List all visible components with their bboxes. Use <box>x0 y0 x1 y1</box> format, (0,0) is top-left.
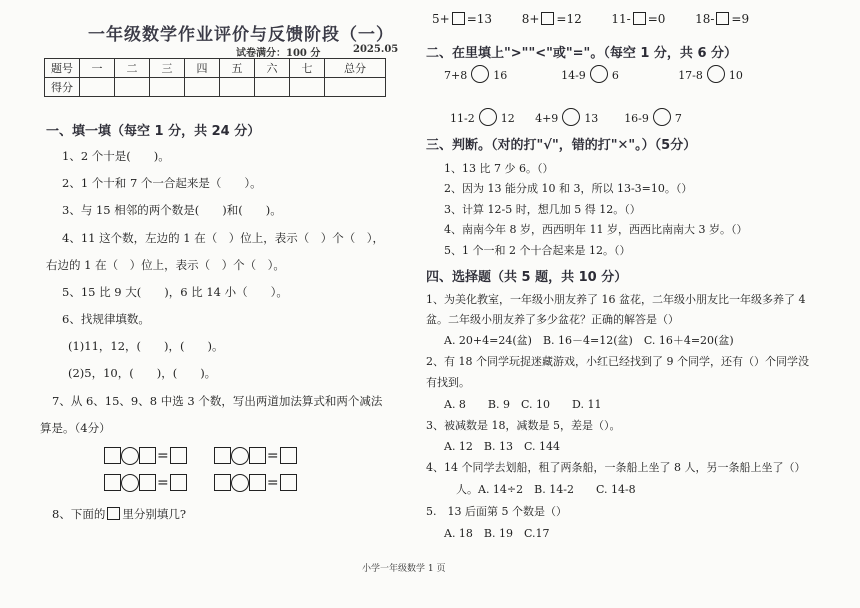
answer-box[interactable] <box>139 447 156 464</box>
score-cell: 三 <box>150 59 185 78</box>
s4-question-2-options: A. 8 B. 9 C. 10 D. 11 <box>444 398 602 411</box>
s1-question-4a: 4、11 这个数，左边的 1 在（ ）位上，表示（ ）个（ ）， <box>62 231 384 245</box>
answer-box[interactable] <box>214 447 231 464</box>
score-cell: 六 <box>255 59 290 78</box>
compare-item <box>561 65 673 83</box>
compare-circle[interactable] <box>707 65 725 83</box>
score-cell: 七 <box>290 59 325 78</box>
compare-item <box>678 65 743 83</box>
operator-circle[interactable] <box>121 474 139 492</box>
compare-row-2 <box>450 107 682 126</box>
compare-row-1 <box>444 64 743 83</box>
eq-3-right: =0 <box>647 12 666 26</box>
equation-template: = <box>104 472 187 492</box>
page-footer: 小学一年级数学 1 页 <box>362 564 446 574</box>
s1-q8-after: 里分别填几? <box>122 507 186 521</box>
score-input[interactable] <box>115 78 150 97</box>
s4-question-3: 3、被减数是 18，减数是 5，差是（）。 <box>426 419 621 432</box>
s4-question-1-options: A. 20+4=24(盆) B. 16－4=12(盆) C. 16＋4=20(盆) <box>444 334 734 347</box>
answer-box[interactable] <box>107 507 120 520</box>
s4-question-1b: 盆。二年级小朋友养了多少盆花？正确的解答是（） <box>426 313 679 326</box>
full-score: 试卷满分：100 分 <box>236 48 321 59</box>
answer-box[interactable] <box>249 447 266 464</box>
score-input[interactable] <box>80 78 115 97</box>
answer-box[interactable] <box>716 12 729 25</box>
section-4-heading: 四、选择题（共 5 题，共 10 分） <box>426 270 628 285</box>
compare-left: 4+9 <box>535 112 559 125</box>
answer-box[interactable] <box>170 474 187 491</box>
score-cell: 总分 <box>325 59 386 78</box>
answer-box[interactable] <box>249 474 266 491</box>
score-input[interactable] <box>150 78 185 97</box>
s4-question-2a: 2、有 18 个同学玩捉迷藏游戏，小红已经找到了 9 个同学，还有（）个同学没 <box>426 355 809 368</box>
s3-question-3: 3、计算 12-5 时，想几加 5 得 12。（） <box>444 203 641 216</box>
top-equations <box>432 12 749 26</box>
score-input[interactable] <box>325 78 386 97</box>
operator-circle[interactable] <box>121 447 139 465</box>
score-cell: 四 <box>185 59 220 78</box>
compare-right: 7 <box>674 112 682 125</box>
s4-question-4a: 4、14 个同学去划船，租了两条船，一条船上坐了 8 人，另一条船上坐了（） <box>426 461 806 474</box>
eq-2-left: 8+ <box>521 12 540 26</box>
s1-question-6b: (2)5，10，( )，( )。 <box>68 366 217 380</box>
compare-right: 10 <box>728 69 743 82</box>
score-table-header-row <box>45 59 386 78</box>
s3-question-5: 5、1 个一和 2 个十合起来是 12。（） <box>444 244 631 257</box>
compare-item <box>624 108 682 126</box>
answer-box[interactable] <box>280 474 297 491</box>
operator-circle[interactable] <box>231 474 249 492</box>
exam-date: 2025.05 <box>353 44 399 55</box>
compare-circle[interactable] <box>590 65 608 83</box>
page-title: 一年级数学作业评价与反馈阶段（一） <box>88 25 394 45</box>
score-table <box>44 58 386 97</box>
equation-template: = <box>214 472 297 492</box>
s3-question-1: 1、13 比 7 少 6。（） <box>444 162 554 175</box>
answer-box[interactable] <box>104 474 121 491</box>
s1-question-7b: 算是。（4分） <box>40 421 111 435</box>
compare-right: 13 <box>584 112 599 125</box>
s1-question-6a: (1)11，12，( )，( )。 <box>68 339 224 353</box>
s1-question-4b: 右边的 1 在（ ）位上，表示（ ）个（ ）。 <box>46 258 285 272</box>
compare-left: 14-9 <box>561 69 586 82</box>
score-cell: 五 <box>220 59 255 78</box>
s1-question-2: 2、1 个十和 7 个一合起来是（ ）。 <box>62 176 262 190</box>
s1-question-1: 1、2 个十是( )。 <box>62 149 170 163</box>
eq-4-right: =9 <box>731 12 750 26</box>
eq-4-left: 18- <box>695 12 715 26</box>
score-cell: 二 <box>115 59 150 78</box>
score-input[interactable] <box>185 78 220 97</box>
compare-left: 7+8 <box>444 69 468 82</box>
eq-3-left: 11- <box>611 12 631 26</box>
answer-box[interactable] <box>104 447 121 464</box>
s3-question-2: 2、因为 13 能分成 10 和 3，所以 13-3=10。（） <box>444 182 693 195</box>
section-3-heading: 三、判断。（对的打"√"，错的打"✕"。）（5分） <box>426 138 697 153</box>
compare-right: 6 <box>611 69 619 82</box>
section-2-heading: 二、在里填上">""<"或"="。（每空 1 分，共 6 分） <box>426 46 738 61</box>
eq-1-left: 5+ <box>432 12 450 26</box>
s1-question-3: 3、与 15 相邻的两个数是( )和( )。 <box>62 203 282 217</box>
compare-item <box>535 108 619 126</box>
s4-question-5: 5. 13 后面第 5 个数是（） <box>426 505 567 518</box>
answer-box[interactable] <box>139 474 156 491</box>
compare-item <box>444 65 556 83</box>
equation-row-1 <box>104 445 319 465</box>
eq-2-right: =12 <box>556 12 582 26</box>
s4-question-4b: 人。A. 14÷2 B. 14-2 C. 14-8 <box>456 483 636 496</box>
section-1-heading: 一、填一填（每空 1 分，共 24 分） <box>46 124 261 139</box>
s1-question-5: 5、15 比 9 大( )，6 比 14 小（ ）。 <box>62 285 288 299</box>
compare-circle[interactable] <box>471 65 489 83</box>
score-input[interactable] <box>290 78 325 97</box>
s4-question-3-options: A. 12 B. 13 C. 144 <box>444 440 561 453</box>
s1-question-6: 6、找规律填数。 <box>62 312 150 326</box>
equation-template: = <box>104 445 187 465</box>
answer-box[interactable] <box>541 12 554 25</box>
score-input[interactable] <box>220 78 255 97</box>
score-table-score-row <box>45 78 386 97</box>
equation-template: = <box>214 445 297 465</box>
equation-row-2 <box>104 472 319 492</box>
s1-q8-before: 8、下面的 <box>52 507 106 521</box>
compare-item <box>450 108 530 126</box>
compare-left: 17-8 <box>678 69 703 82</box>
answer-box[interactable] <box>452 12 465 25</box>
answer-box[interactable] <box>280 447 297 464</box>
compare-left: 11-2 <box>450 112 475 125</box>
s4-question-5-options: A. 18 B. 19 C.17 <box>444 527 550 540</box>
s3-question-4: 4、南南今年 8 岁，西西明年 11 岁，西西比南南大 3 岁。（） <box>444 223 748 236</box>
operator-circle[interactable] <box>231 447 249 465</box>
score-cell: 得分 <box>45 78 80 97</box>
compare-circle[interactable] <box>562 108 580 126</box>
s4-question-2b: 有找到。 <box>426 376 470 389</box>
compare-circle[interactable] <box>479 108 497 126</box>
answer-box[interactable] <box>633 12 646 25</box>
score-cell: 题号 <box>45 59 80 78</box>
compare-right: 12 <box>500 112 515 125</box>
s1-question-8 <box>52 506 186 522</box>
score-input[interactable] <box>255 78 290 97</box>
score-cell: 一 <box>80 59 115 78</box>
answer-box[interactable] <box>214 474 231 491</box>
s1-question-7a: 7、从 6、15、9、8 中选 3 个数，写出两道加法算式和两个减法 <box>52 394 383 408</box>
s4-question-1a: 1、为美化教室，一年级小朋友养了 16 盆花，二年级小朋友比一年级多养了 4 <box>426 293 806 306</box>
compare-circle[interactable] <box>653 108 671 126</box>
compare-left: 16-9 <box>624 112 649 125</box>
eq-1-right: =13 <box>466 12 493 26</box>
compare-right: 16 <box>493 69 508 82</box>
answer-box[interactable] <box>170 447 187 464</box>
